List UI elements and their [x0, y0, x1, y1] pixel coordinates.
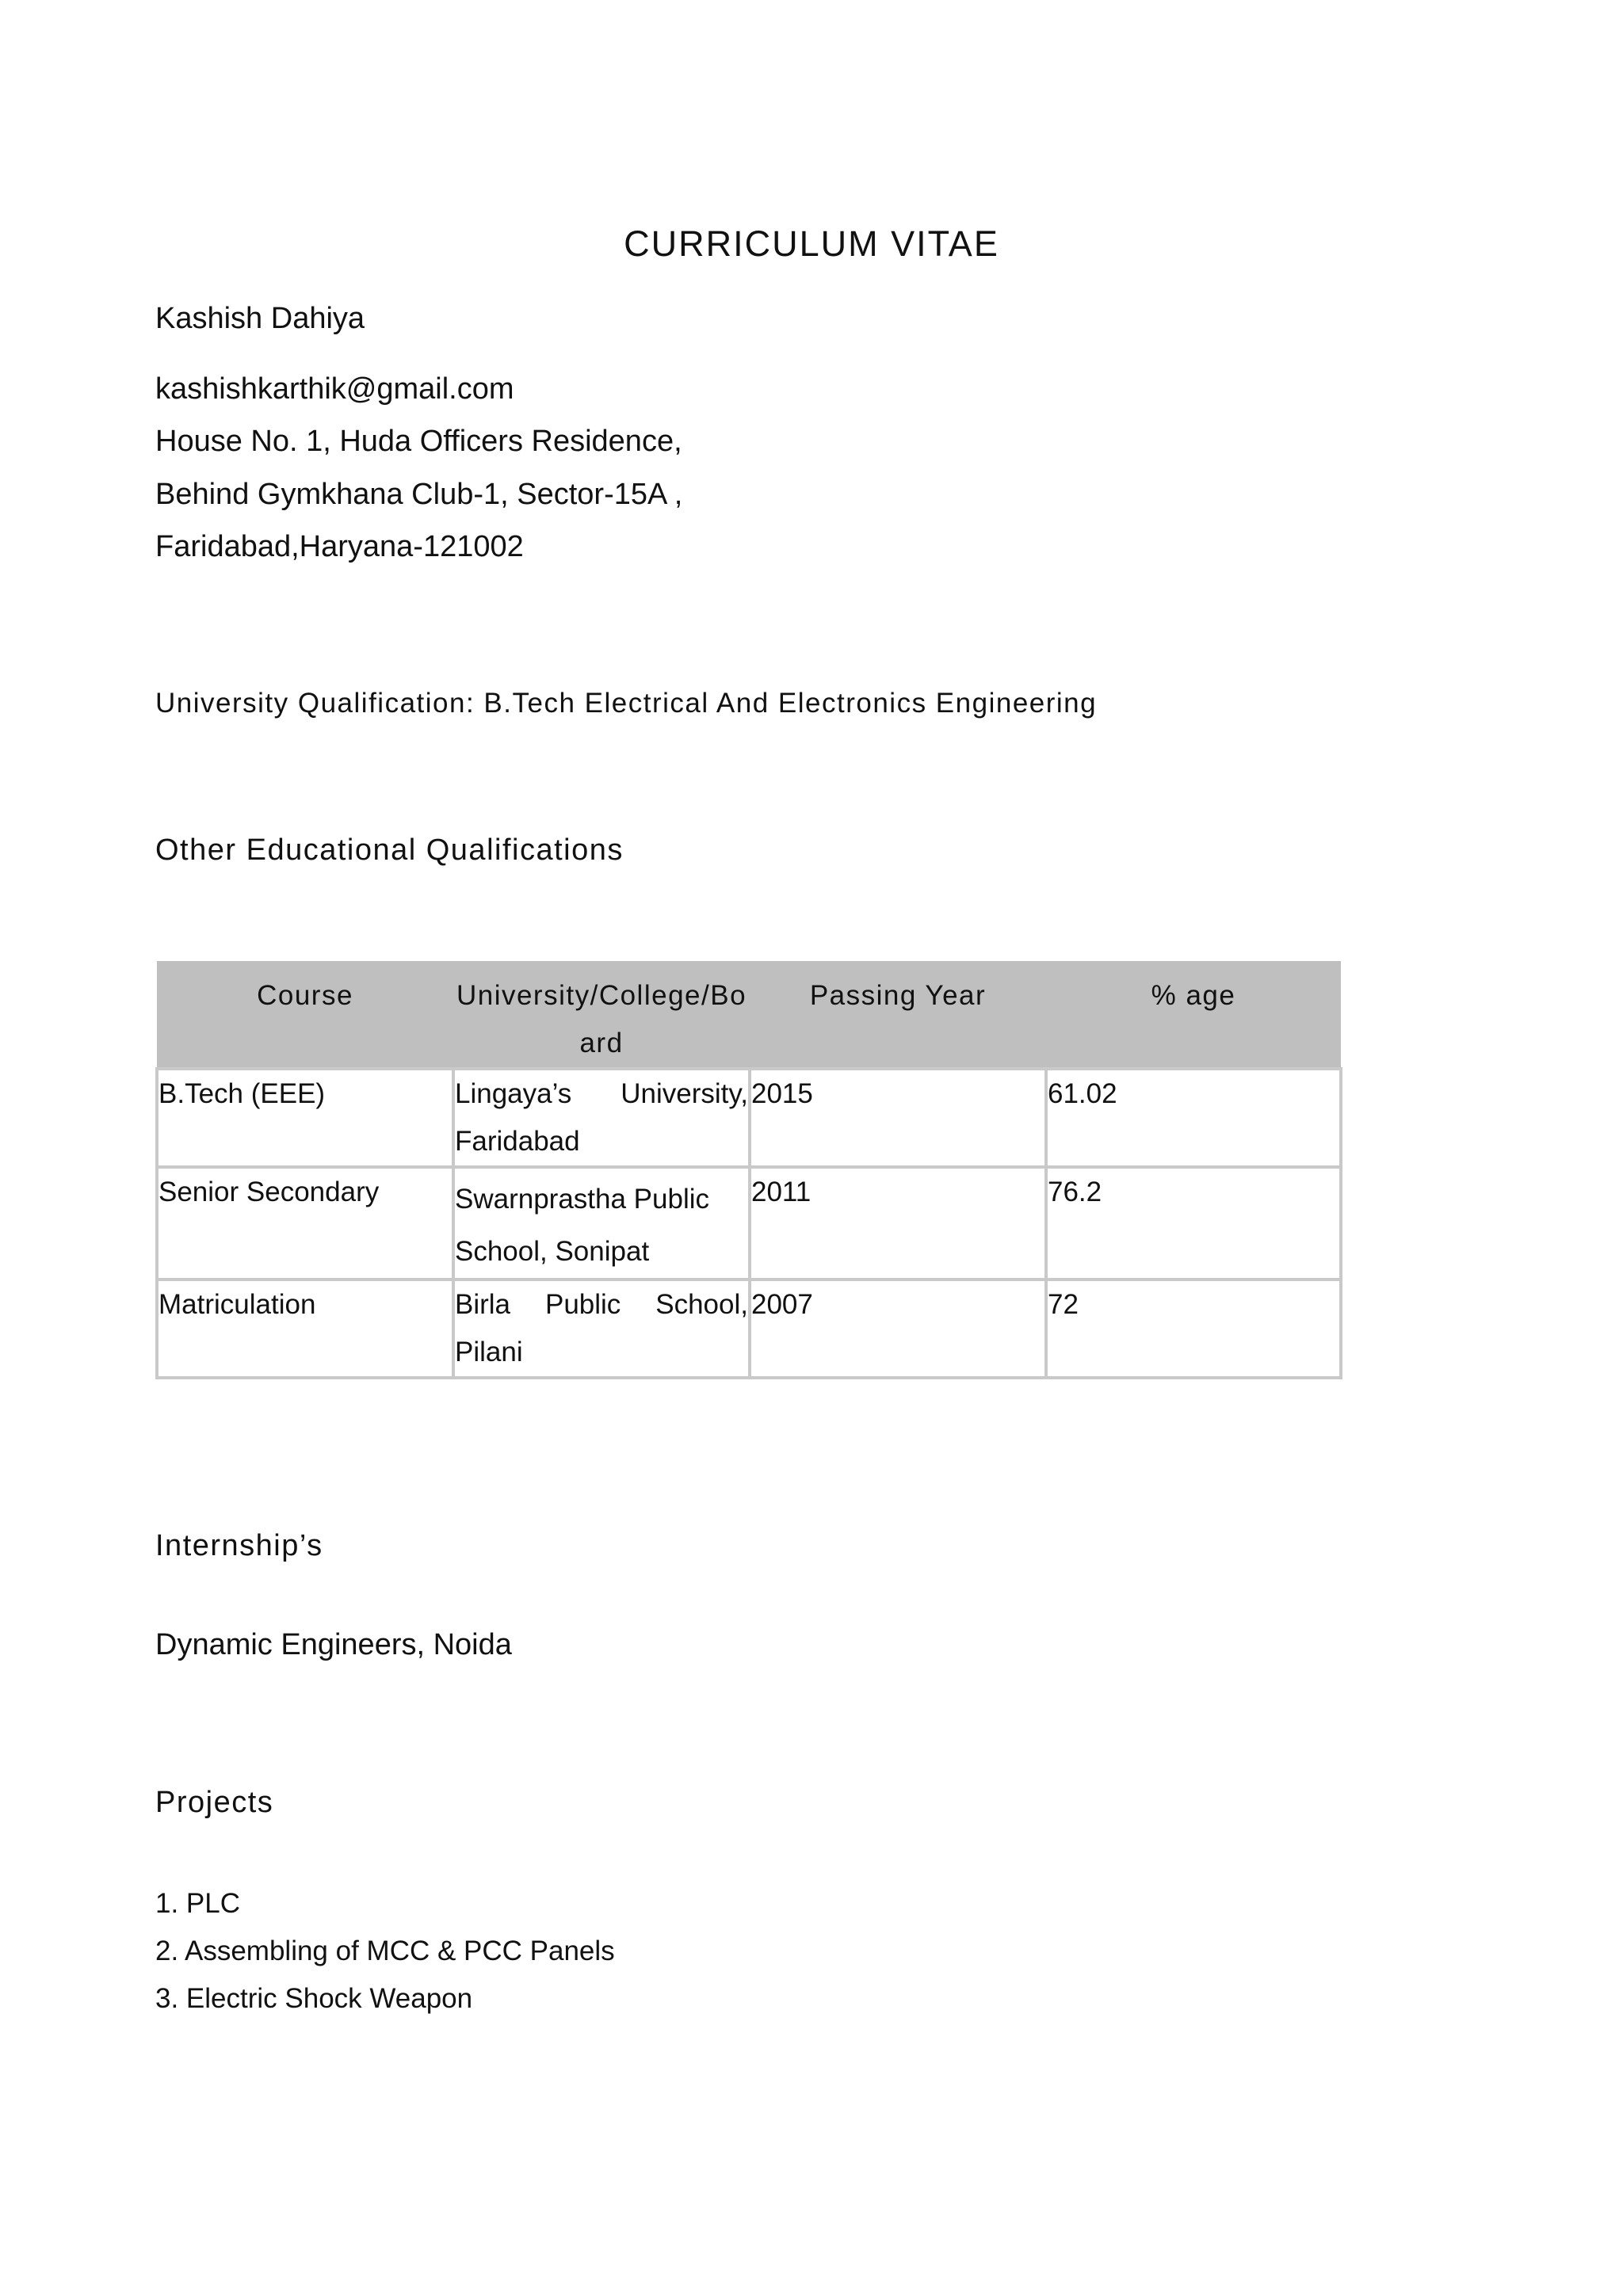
project-item: 3. Electric Shock Weapon	[155, 1983, 473, 2014]
cell-percentage: 72	[1046, 1280, 1341, 1378]
table-row	[157, 1280, 1341, 1378]
address-line-3: Faridabad,Haryana-121002	[155, 530, 524, 563]
column-header-institution: University/College/Board	[453, 961, 750, 1069]
cell-course: Senior Secondary	[157, 1167, 453, 1280]
internship-item: Dynamic Engineers, Noida	[155, 1628, 512, 1661]
university-qualification: University Qualification: B.Tech Electrical And Electronics Engineering	[155, 688, 1098, 719]
cell-percentage: 76.2	[1046, 1167, 1341, 1280]
projects-heading: Projects	[155, 1786, 274, 1819]
table-row	[157, 1167, 1341, 1280]
cell-year: 2011	[750, 1167, 1046, 1280]
address-line-1: House No. 1, Huda Officers Residence,	[155, 425, 682, 458]
education-table	[155, 961, 1342, 1379]
column-header-year: Passing Year	[750, 961, 1046, 1069]
other-education-heading: Other Educational Qualifications	[155, 833, 624, 867]
cell-institution: Birla Public School, Pilani	[453, 1280, 750, 1378]
cell-year: 2007	[750, 1280, 1046, 1378]
cell-year: 2015	[750, 1069, 1046, 1167]
cell-institution: Swarnprastha Public School, Sonipat	[453, 1167, 750, 1280]
project-item: 1. PLC	[155, 1888, 240, 1919]
cell-course: Matriculation	[157, 1280, 453, 1378]
cell-percentage: 61.02	[1046, 1069, 1341, 1167]
column-header-course: Course	[157, 961, 453, 1069]
internships-heading: Internship’s	[155, 1529, 323, 1562]
cell-institution: Lingaya’s University, Faridabad	[453, 1069, 750, 1167]
column-header-percentage: % age	[1046, 961, 1341, 1069]
document-title: CURRICULUM VITAE	[624, 223, 999, 264]
project-item: 2. Assembling of MCC & PCC Panels	[155, 1936, 615, 1966]
table-header-row	[157, 961, 1341, 1069]
email-address: kashishkarthik@gmail.com	[155, 372, 514, 406]
table-row	[157, 1069, 1341, 1167]
address-line-2: Behind Gymkhana Club-1, Sector-15A ,	[155, 478, 683, 511]
candidate-name: Kashish Dahiya	[155, 302, 365, 335]
cell-course: B.Tech (EEE)	[157, 1069, 453, 1167]
